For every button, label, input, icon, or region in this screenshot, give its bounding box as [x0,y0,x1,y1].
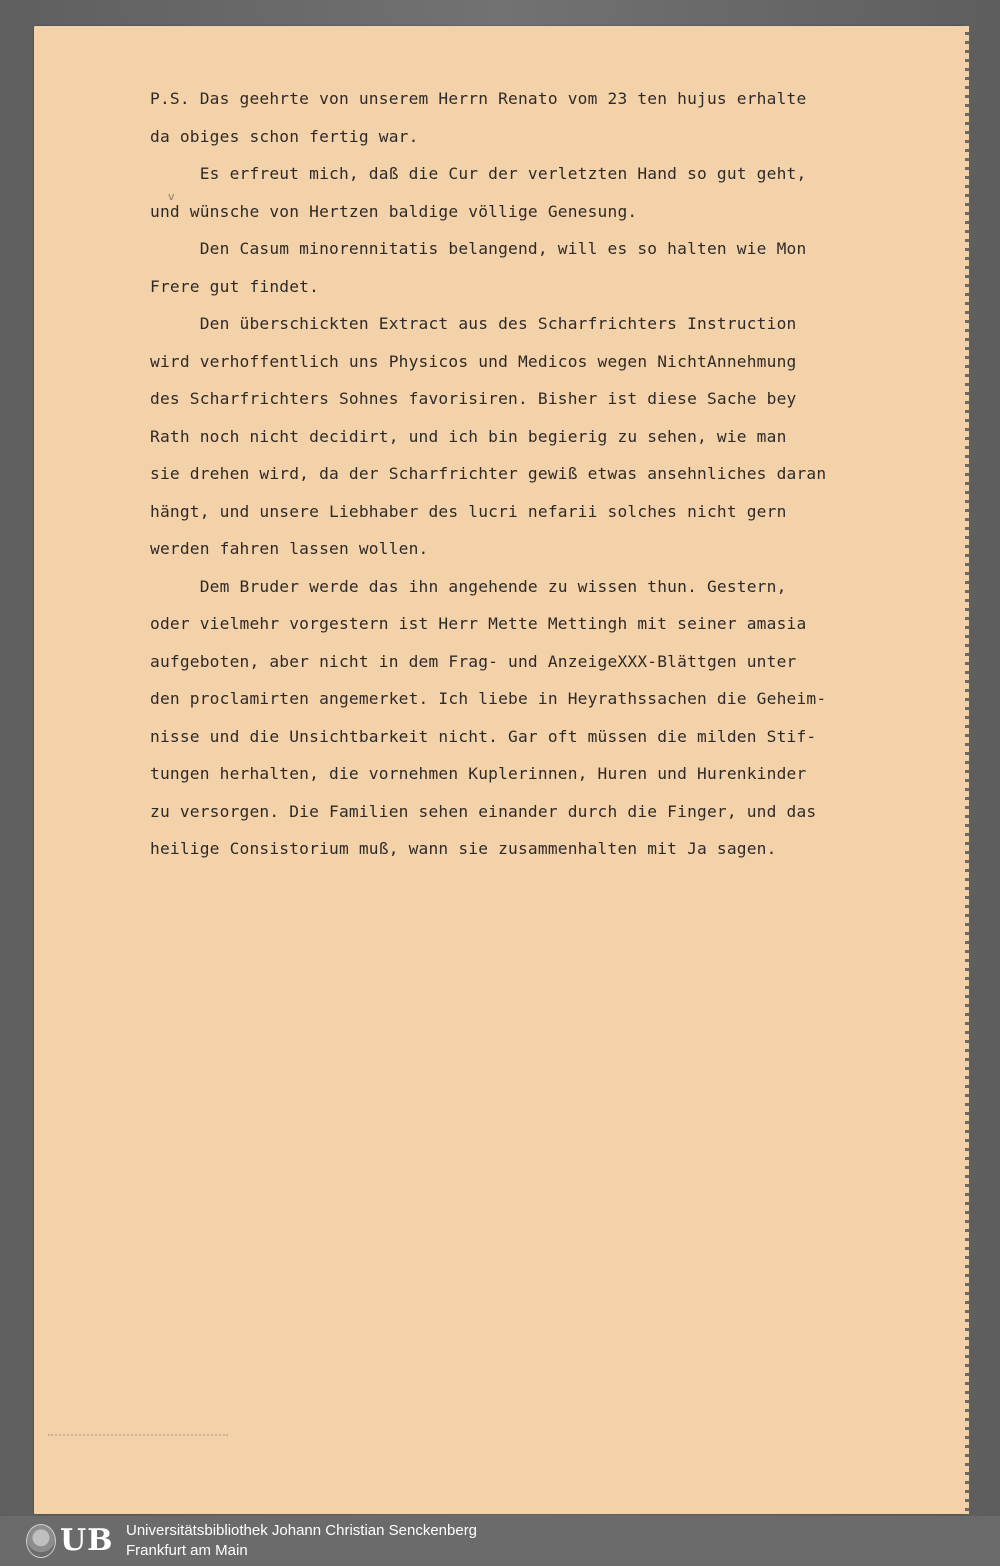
text-line: P.S. Das geehrte von unserem Herrn Renato vom 23 ten hujus erhalte [150,89,807,108]
institution-line-2: Frankfurt am Main [126,1542,248,1559]
institution-name [126,1521,477,1561]
ub-logo [26,1524,120,1558]
text-line: zu versorgen. Die Familien sehen einander durch die Finger, und das [150,801,817,821]
text-line: Den überschickten Extract aus des Scharfrichters Instruction [150,314,797,333]
text-line: Dem Bruder werde das ihn angehende zu wissen thun. Gestern, [150,576,787,596]
text-line: sie drehen wird, da der Scharfrichter gewiß etwas ansehnliches daran [150,464,827,483]
text-line: heilige Consistorium muß, wann sie zusammenhalten mit Ja sagen. [150,839,777,858]
text-line: Frere gut findet. [150,276,320,296]
portrait-icon [26,1524,56,1558]
dotted-rule [48,1434,228,1436]
text-line: und wünsche von Hertzen baldige völlige Genesung. [150,201,638,221]
text-line: den proclamirten angemerket. Ich liebe in Heyrathssachen die Geheim- [150,689,827,708]
institution-line-1: Universitätsbibliothek Johann Christian Senckenberg [126,1522,478,1539]
text-line: Rath noch nicht decidirt, und ich bin begierig zu sehen, wie man [150,426,787,446]
text-line: aufgeboten, aber nicht in dem Frag- und AnzeigeXXX-Blättgen unter [150,651,797,671]
margin-mark: v [168,190,175,203]
text-line: tungen herhalten, die vornehmen Kuplerinnen, Huren und Hurenkinder [150,764,807,783]
footer-bar [0,1516,1000,1566]
text-line: hängt, und unsere Liebhaber des lucri nefarii solches nicht gern [150,501,787,521]
text-line: des Scharfrichters Sohnes favorisiren. Bisher ist diese Sache bey [150,389,797,408]
text-line: nisse und die Unsichtbarkeit nicht. Gar oft müssen die milden Stif- [150,726,817,746]
text-line: wird verhoffentlich uns Physicos und Medicos wegen NichtAnnehmung [150,351,797,371]
text-line: Es erfreut mich, daß die Cur der verletzten Hand so gut geht, [150,164,807,183]
text-line: Den Casum minorennitatis belangend, will es so halten wie Mon [150,239,807,258]
typewritten-text [150,80,930,868]
text-line: da obiges schon fertig war. [150,126,419,146]
text-line: oder vielmehr vorgestern ist Herr Mette Mettingh mit seiner amasia [150,614,807,633]
text-line: werden fahren lassen wollen. [150,539,429,558]
logo-text: UB [60,1523,114,1558]
